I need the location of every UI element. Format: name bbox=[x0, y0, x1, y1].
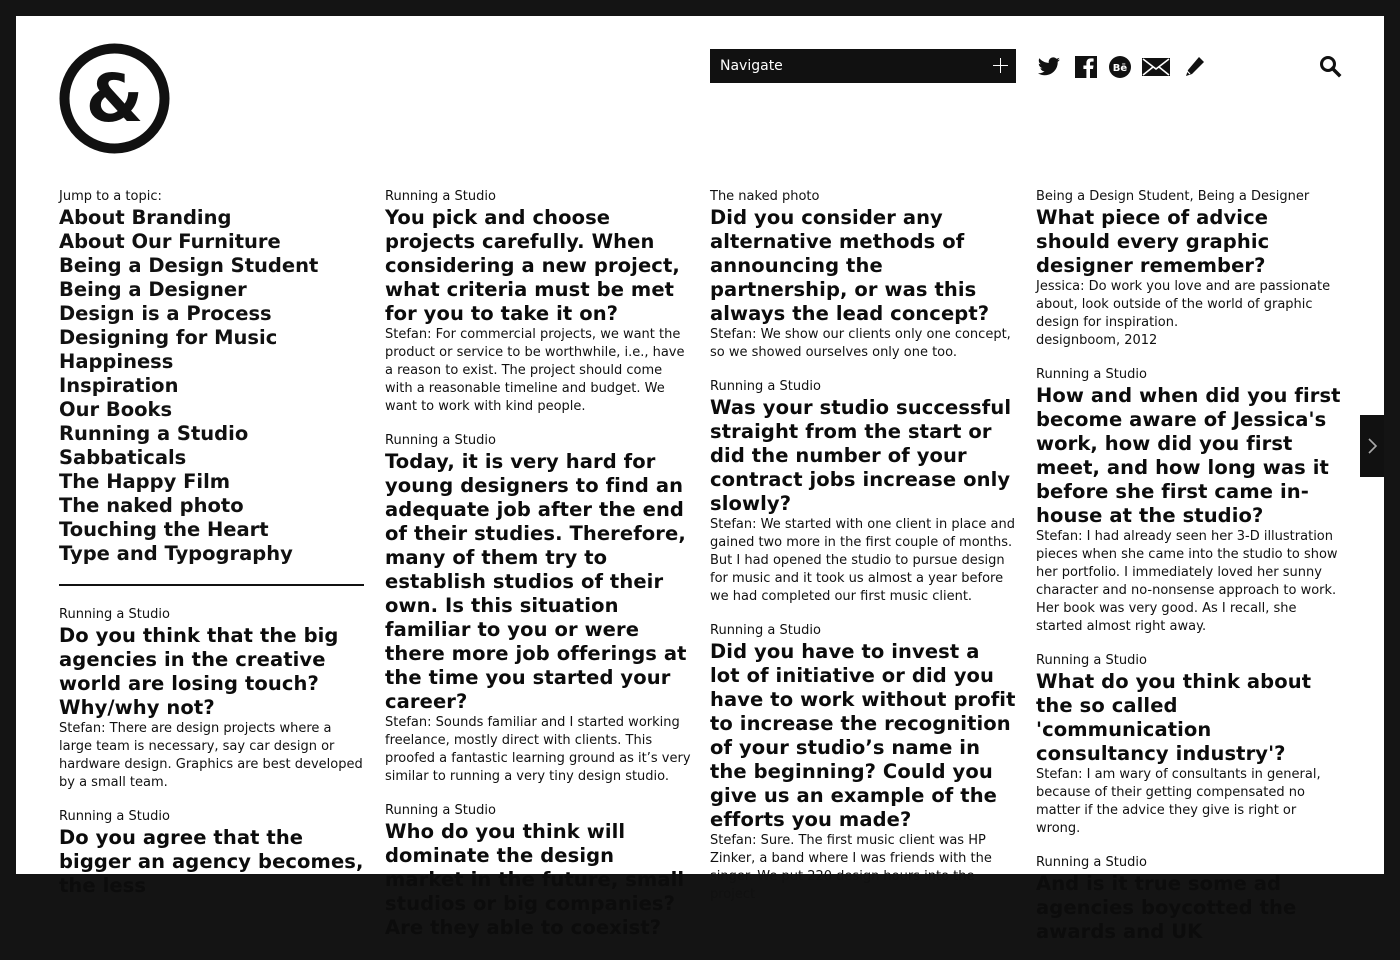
entry-question[interactable]: You pick and choose projects carefully. When considering a new project, what criteria must be met for you to take it on? bbox=[385, 206, 680, 325]
qa-entry bbox=[1036, 854, 1342, 944]
behance-icon[interactable] bbox=[1107, 55, 1133, 79]
topic-link[interactable]: About Branding bbox=[59, 206, 232, 229]
qa-entry bbox=[710, 188, 1016, 362]
twitter-icon[interactable] bbox=[1036, 55, 1062, 79]
topic-link[interactable]: Being a Design Student bbox=[59, 254, 319, 277]
topic-heading: Jump to a topic: bbox=[59, 189, 162, 204]
qa-entry bbox=[385, 188, 691, 416]
facebook-icon[interactable] bbox=[1074, 55, 1100, 79]
topic-list bbox=[59, 188, 364, 566]
column-3 bbox=[710, 188, 1016, 920]
topic-link[interactable]: Our Books bbox=[59, 398, 173, 421]
entry-question[interactable]: What do you think about the so called 'communication consultancy industry'? bbox=[1036, 670, 1312, 765]
qa-entry bbox=[710, 378, 1016, 606]
entry-category[interactable]: Running a Studio bbox=[1036, 855, 1147, 870]
entry-question[interactable]: Today, it is very hard for young designers to find an adequate job after the end of their studies. Therefore, many of them try to establish studios of their own. Is this situation familiar to you or were there more job offerings at the time you started your career? bbox=[385, 450, 687, 713]
column-2 bbox=[385, 188, 691, 956]
svg-text:Bē: Bē bbox=[1112, 63, 1128, 74]
entry-category[interactable]: Running a Studio bbox=[385, 803, 496, 818]
entry-category[interactable]: Being a Design Student, Being a Designer bbox=[1036, 189, 1310, 204]
entry-answer: Stefan: We started with one client in place and gained two more in the first couple of months. But I had opened the studio to pursue design for music and it took us almost a year before we had completed our first music client. bbox=[710, 517, 1015, 604]
entry-category[interactable]: Running a Studio bbox=[59, 607, 170, 622]
topic-link[interactable]: About Our Furniture bbox=[59, 230, 281, 253]
entry-category[interactable]: Running a Studio bbox=[385, 189, 496, 204]
entry-answer: Stefan: I am wary of consultants in general, because of their getting compensated no matter if the advice they give is right or wrong. bbox=[1036, 767, 1321, 836]
qa-entry bbox=[59, 606, 364, 792]
entry-category[interactable]: Running a Studio bbox=[1036, 367, 1147, 382]
search-icon[interactable] bbox=[1319, 55, 1341, 77]
entry-question[interactable]: Did you consider any alternative methods of announcing the partnership, or was this always the lead concept? bbox=[710, 206, 990, 325]
entry-answer: Stefan: Sounds familiar and I started working freelance, mostly direct with clients. This proofed a fantastic learning ground as it’s very similar to running a very tiny design studio. bbox=[385, 715, 691, 784]
navigate-dropdown[interactable] bbox=[710, 49, 1016, 83]
qa-entry bbox=[710, 622, 1016, 904]
mail-icon[interactable] bbox=[1141, 55, 1171, 79]
qa-entry bbox=[385, 802, 691, 940]
column-1 bbox=[59, 188, 364, 914]
pencil-icon[interactable] bbox=[1182, 55, 1208, 79]
entry-question[interactable]: Did you have to invest a lot of initiative or did you have to work without profit to increase the recognition of your studio’s name in the beginning? Could you give us an example of the efforts you made? bbox=[710, 640, 1016, 831]
topic-link[interactable]: Running a Studio bbox=[59, 422, 249, 445]
entry-question[interactable]: Do you think that the big agencies in the creative world are losing touch? Why/why not? bbox=[59, 624, 339, 719]
topic-link[interactable]: The Happy Film bbox=[59, 470, 231, 493]
entry-question[interactable]: What piece of advice should every graphic designer remember? bbox=[1036, 206, 1270, 277]
qa-entry bbox=[1036, 652, 1342, 838]
entry-question[interactable]: And is it true some ad agencies boycotted the awards and UK bbox=[1036, 872, 1297, 943]
page bbox=[16, 16, 1384, 943]
entry-answer: Stefan: I had already seen her 3-D illustration pieces when she came into the studio to show her portfolio. I immediately loved her sunny character and no-nonsense approach to work. Her book was very good. As I recall, she started almost right away. bbox=[1036, 529, 1338, 634]
svg-text:&: & bbox=[85, 60, 144, 137]
entry-question[interactable]: Who do you think will dominate the design market in the future, small studios or big companies? Are they able to coexist? bbox=[385, 820, 685, 939]
qa-entry bbox=[1036, 188, 1342, 350]
entry-answer: Stefan: We show our clients only one concept, so we showed ourselves only one too. bbox=[710, 327, 1011, 360]
ampersand-logo[interactable] bbox=[59, 43, 170, 154]
topic-link[interactable]: Happiness bbox=[59, 350, 174, 373]
topic-link[interactable]: Touching the Heart bbox=[59, 518, 269, 541]
qa-entry bbox=[385, 432, 691, 786]
divider bbox=[59, 584, 364, 586]
entry-category[interactable]: The naked photo bbox=[710, 189, 820, 204]
chevron-right-icon bbox=[1366, 438, 1378, 454]
entry-category[interactable]: Running a Studio bbox=[59, 809, 170, 824]
navigate-label: Navigate bbox=[720, 58, 783, 74]
entry-source: designboom, 2012 bbox=[1036, 333, 1158, 348]
topic-link[interactable]: Type and Typography bbox=[59, 542, 293, 565]
qa-entry bbox=[59, 808, 364, 898]
topic-link[interactable]: Inspiration bbox=[59, 374, 179, 397]
plus-icon bbox=[993, 58, 1008, 73]
qa-entry bbox=[1036, 366, 1342, 636]
topic-link[interactable]: Sabbaticals bbox=[59, 446, 187, 469]
entry-question[interactable]: How and when did you first become aware of Jessica's work, how did you first meet, and how long was it before she first came in-house at the studio? bbox=[1036, 384, 1341, 527]
entry-answer: Stefan: There are design projects where a large team is necessary, say car design or hardware design. Graphics are best developed by a small team. bbox=[59, 721, 363, 790]
topic-link[interactable]: Designing for Music bbox=[59, 326, 278, 349]
entry-question[interactable]: Do you agree that the bigger an agency becomes, the less bbox=[59, 826, 364, 897]
entry-answer: Stefan: Sure. The first music client was HP Zinker, a band where I was friends with the singer. We put 220 design hours into the project bbox=[710, 833, 992, 902]
entry-category[interactable]: Running a Studio bbox=[710, 623, 821, 638]
entry-question[interactable]: Was your studio successful straight from the start or did the number of your contract jobs increase only slowly? bbox=[710, 396, 1012, 515]
entry-category[interactable]: Running a Studio bbox=[1036, 653, 1147, 668]
entry-answer: Jessica: Do work you love and are passionate about, look outside of the world of graphic design for inspiration. bbox=[1036, 279, 1331, 330]
next-tab[interactable] bbox=[1360, 415, 1384, 477]
topic-link[interactable]: Being a Designer bbox=[59, 278, 247, 301]
entry-category[interactable]: Running a Studio bbox=[710, 379, 821, 394]
topic-link[interactable]: The naked photo bbox=[59, 494, 244, 517]
topic-link[interactable]: Design is a Process bbox=[59, 302, 272, 325]
entry-category[interactable]: Running a Studio bbox=[385, 433, 496, 448]
entry-answer: Stefan: For commercial projects, we want the product or service to be worthwhile, i.e., have a reason to exist. The project should come with a reasonable timeline and budget. We want to work with kind people. bbox=[385, 327, 685, 414]
column-4 bbox=[1036, 188, 1342, 960]
